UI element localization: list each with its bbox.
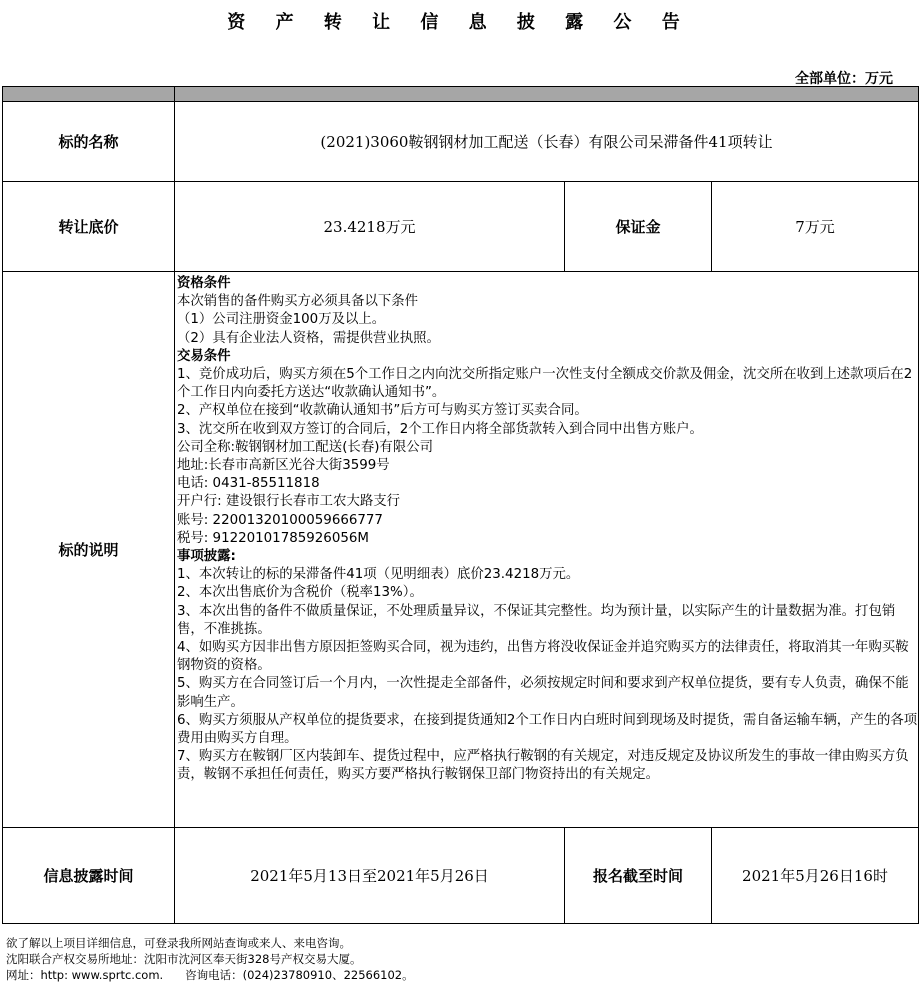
footer-address: 沈阳联合产权交易所地址：沈阳市沈河区奉天街328号产权交易大厦。 (6, 952, 362, 966)
page-title: 资 产 转 让 信 息 披 露 公 告 (227, 12, 692, 33)
table-row (3, 828, 919, 924)
deposit-value: 7万元 (712, 182, 919, 272)
disclosure-line: 6、购买方须服从产权单位的提货要求，在接到提货通知2个工作日内白班时间到现场及时提货，需自备运输车辆，产生的各项费用由购买方自理。 (177, 712, 918, 747)
deposit-label: 保证金 (565, 182, 712, 272)
qual-line: 本次销售的备件购买方必须具备以下条件 (177, 294, 419, 310)
deadline-label: 报名截至时间 (565, 828, 712, 924)
header-cell (175, 87, 919, 102)
company-tax-id: 税号: 91220101785926056M (177, 530, 369, 546)
table-row (3, 182, 919, 272)
desc-label: 标的说明 (3, 272, 175, 828)
trade-line: 3、沈交所在收到双方签订的合同后，2个工作日内将全部货款转入到合同中出售方账户。 (177, 421, 703, 437)
trade-line: 2、产权单位在接到“收款确认通知书”后方可与购买方签订买卖合同。 (177, 403, 588, 419)
qual-line: （2）具有企业法人资格，需提供营业执照。 (177, 330, 440, 346)
name-value: (2021)3060鞍钢钢材加工配送（长春）有限公司呆滞备件41项转让 (175, 102, 919, 182)
table-header-bar (3, 87, 919, 102)
footer-note (6, 935, 414, 983)
company-account: 账号: 22001320100059666777 (177, 512, 383, 528)
disclosure-heading: 事项披露: (177, 549, 236, 565)
company-phone: 电话: 0431-85511818 (177, 476, 320, 492)
table-row (3, 102, 919, 182)
price-value: 23.4218万元 (175, 182, 565, 272)
header-cell (3, 87, 175, 102)
company-bank: 开户行: 建设银行长春市工农大路支行 (177, 494, 401, 510)
disclosure-line: 1、本次转让的标的呆滞备件41项（见明细表）底价23.4218万元。 (177, 567, 580, 583)
qual-line: （1）公司注册资金100万及以上。 (177, 312, 386, 328)
disclosure-line: 7、购买方在鞍钢厂区内装卸车、提货过程中，应严格执行鞍钢的有关规定，对违反规定及协议所发生的事故一律由购买方负责，鞍钢不承担任何责任，购买方要严格执行鞍钢保卫部门物资持出的有关规定。 (177, 749, 909, 783)
qual-heading: 资格条件 (177, 276, 231, 291)
time-label: 信息披露时间 (3, 828, 175, 924)
description-cell (175, 272, 919, 828)
trade-line: 1、竞价成功后，购买方须在5个工作日之内向沈交所指定账户一次性支付全额成交价款及佣金，沈交所在收到上述款项后在2个工作日内向委托方送达“收款确认通知书”。 (177, 367, 913, 401)
disclosure-line: 4、如购买方因非出售方原因拒签购买合同，视为违约，出售方将没收保证金并追究购买方的法律责任，将取消其一年购买鞍钢物资的资格。 (177, 640, 909, 674)
disclosure-line: 3、本次出售的备件不做质量保证，不处理质量异议，不保证其完整性。均为预计量，以实际产生的计量数据为准。打包销售，不准挑拣。 (177, 603, 896, 637)
table-row (3, 272, 919, 828)
footer-line: 欲了解以上项目详细信息，可登录我所网站查询或来人、来电咨询。 (6, 936, 351, 950)
footer-contact: 网址：http: www.sprtc.com. 咨询电话：(024)23780910、22566102。 (6, 968, 414, 982)
company-name: 公司全称:鞍钢钢材加工配送(长春)有限公司 (177, 439, 433, 455)
price-label: 转让底价 (3, 182, 175, 272)
disclosure-line: 2、本次出售底价为含税价（税率13%）。 (177, 585, 423, 601)
time-value: 2021年5月13日至2021年5月26日 (175, 828, 565, 924)
unit-note: 全部单位：万元 (795, 71, 893, 87)
company-address: 地址:长春市高新区光谷大街3599号 (177, 458, 390, 474)
name-label: 标的名称 (3, 102, 175, 182)
announcement-table (2, 86, 919, 924)
deadline-value: 2021年5月26日16时 (712, 828, 919, 924)
trade-heading: 交易条件 (177, 348, 231, 364)
disclosure-line: 5、购买方在合同签订后一个月内，一次性提走全部备件，必须按规定时间和要求到产权单位提货，要有专人负责，确保不能影响生产。 (177, 676, 909, 710)
